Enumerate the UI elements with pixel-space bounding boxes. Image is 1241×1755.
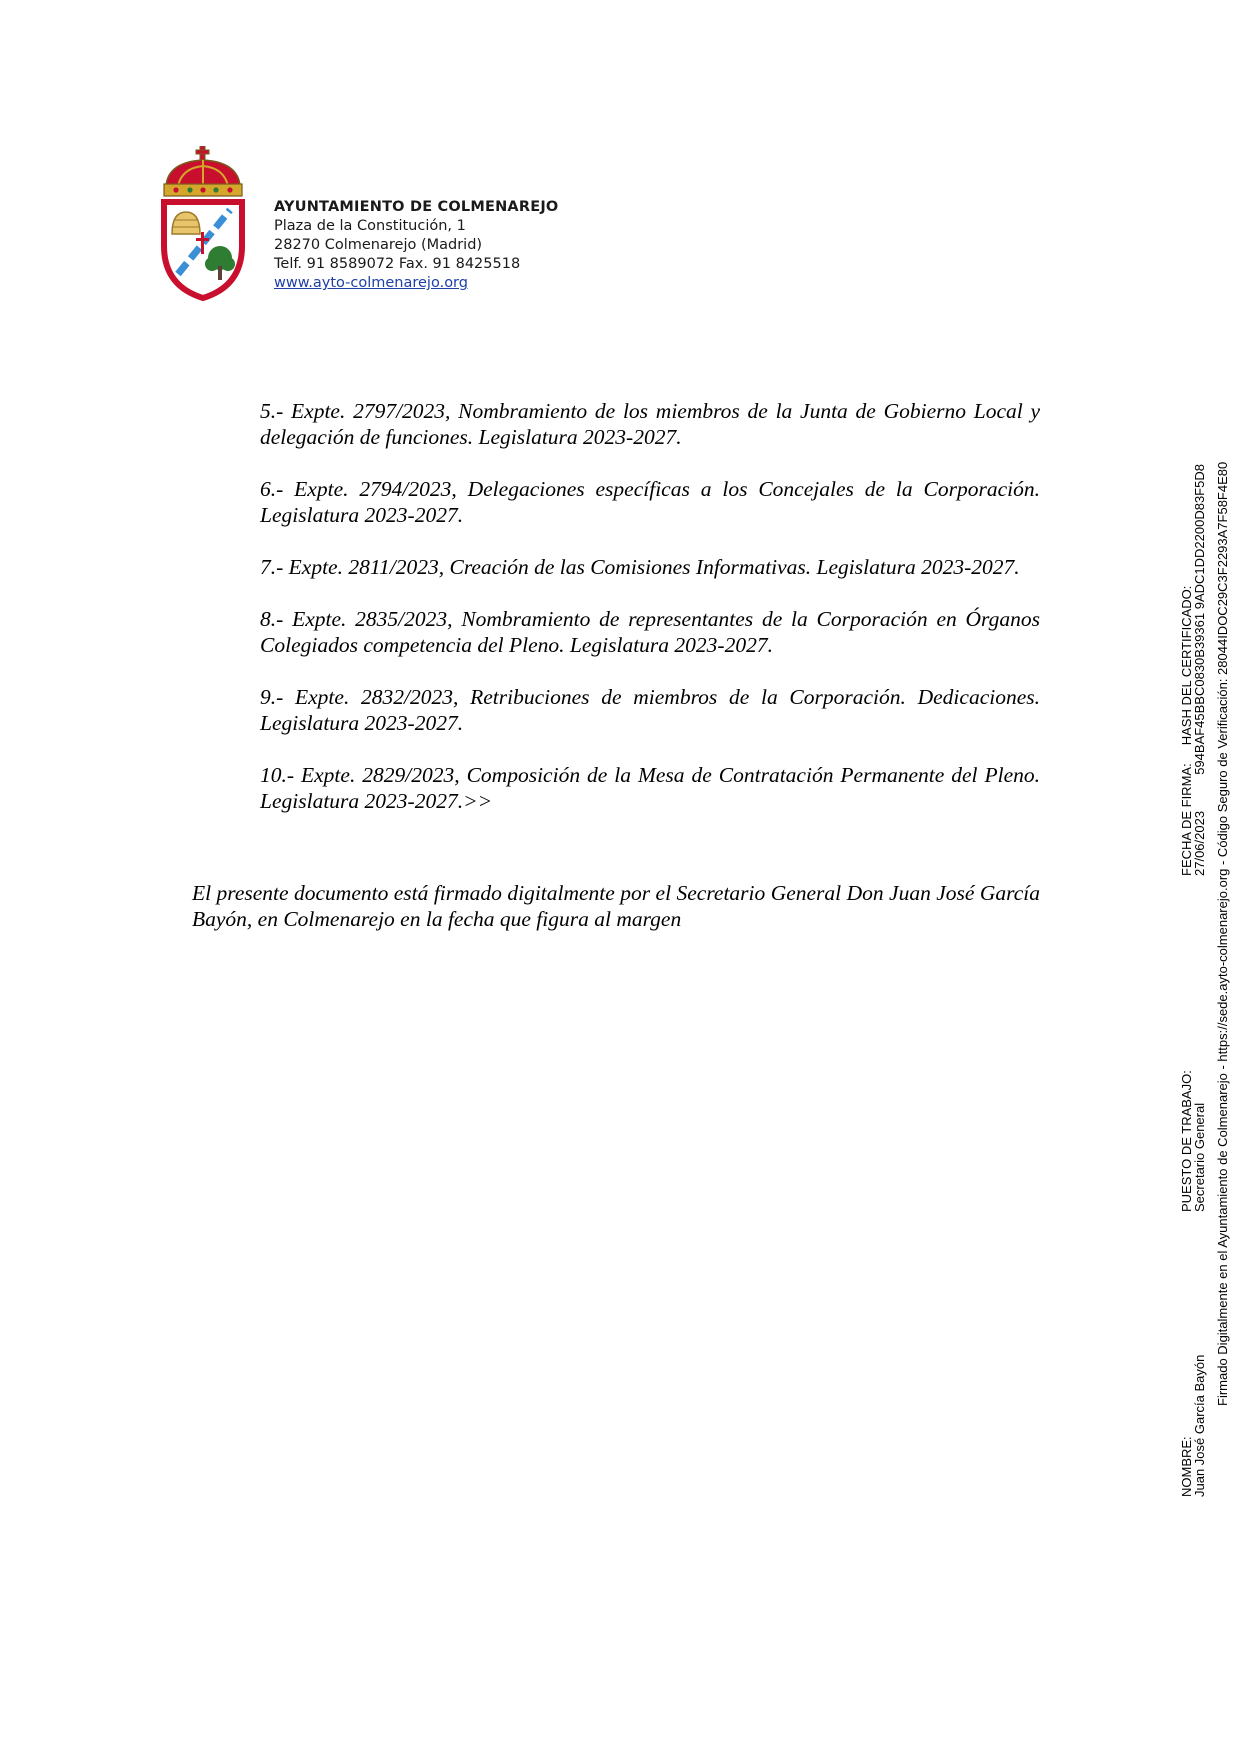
agenda-list: [260, 398, 1040, 840]
agenda-item: 9.- Expte. 2832/2023, Retribuciones de miembros de la Corporación. Dedicaciones. Legislatura 2023-2027.: [260, 685, 1040, 735]
hash-label: HASH DEL CERTIFICADO:: [1179, 585, 1194, 746]
verification-line: Firmado Digitalmente en el Ayuntamiento de Colmenarejo - https://sede.ayto-colmenarejo.org - Código Seguro de Verificación: 28044IDOC29C3F2293A7F58F4E80: [1215, 461, 1230, 1406]
coat-of-arms-logo: [158, 146, 248, 302]
signature-date-hash-block: [1180, 464, 1206, 876]
letterhead: [158, 146, 618, 306]
agenda-item: 10.- Expte. 2829/2023, Composición de la Mesa de Contratación Permanente del Pleno. Legislatura 2023-2027.>>: [260, 763, 1040, 813]
fecha-value: 27/06/2023: [1192, 810, 1207, 876]
puesto-value: Secretario General: [1192, 1102, 1207, 1212]
nombre-value: Juan José García Bayón: [1192, 1354, 1207, 1497]
agenda-item: 8.- Expte. 2835/2023, Nombramiento de representantes de la Corporación en Órganos Colegiados competencia del Pleno. Legislatura 2023-2027.: [260, 607, 1040, 657]
organization-info: [274, 198, 558, 293]
organization-name: AYUNTAMIENTO DE COLMENAREJO: [274, 199, 559, 215]
agenda-item: 7.- Expte. 2811/2023, Creación de las Comisiones Informativas. Legislatura 2023-2027.: [260, 555, 1020, 579]
hash-value: 594BAF45BBC0830B39361 9ADC1DD2200D83F5D8: [1192, 464, 1207, 775]
fecha-hash-values: [1193, 464, 1206, 876]
address-line: Plaza de la Constitución, 1: [274, 218, 466, 234]
website-link[interactable]: www.ayto-colmenarejo.org: [274, 275, 468, 291]
signer-position-block: [1180, 1070, 1206, 1212]
phone-line: Telf. 91 8589072 Fax. 91 8425518: [274, 256, 521, 272]
agenda-item: 6.- Expte. 2794/2023, Delegaciones específicas a los Concejales de la Corporación. Legislatura 2023-2027.: [260, 477, 1040, 527]
nombre-label: NOMBRE:: [1179, 1436, 1194, 1497]
signer-name-block: [1180, 1355, 1206, 1497]
puesto-label: PUESTO DE TRABAJO:: [1179, 1070, 1194, 1212]
city-line: 28270 Colmenarejo (Madrid): [274, 237, 483, 253]
agenda-item: 5.- Expte. 2797/2023, Nombramiento de los miembros de la Junta de Gobierno Local y delegación de funciones. Legislatura 2023-2027.: [260, 399, 1040, 449]
fecha-label: FECHA DE FIRMA:: [1179, 763, 1194, 876]
signature-note: El presente documento está firmado digitalmente por el Secretario General Don Juan José García Bayón, en Colmenarejo en la fecha que figura al margen: [192, 881, 1040, 931]
